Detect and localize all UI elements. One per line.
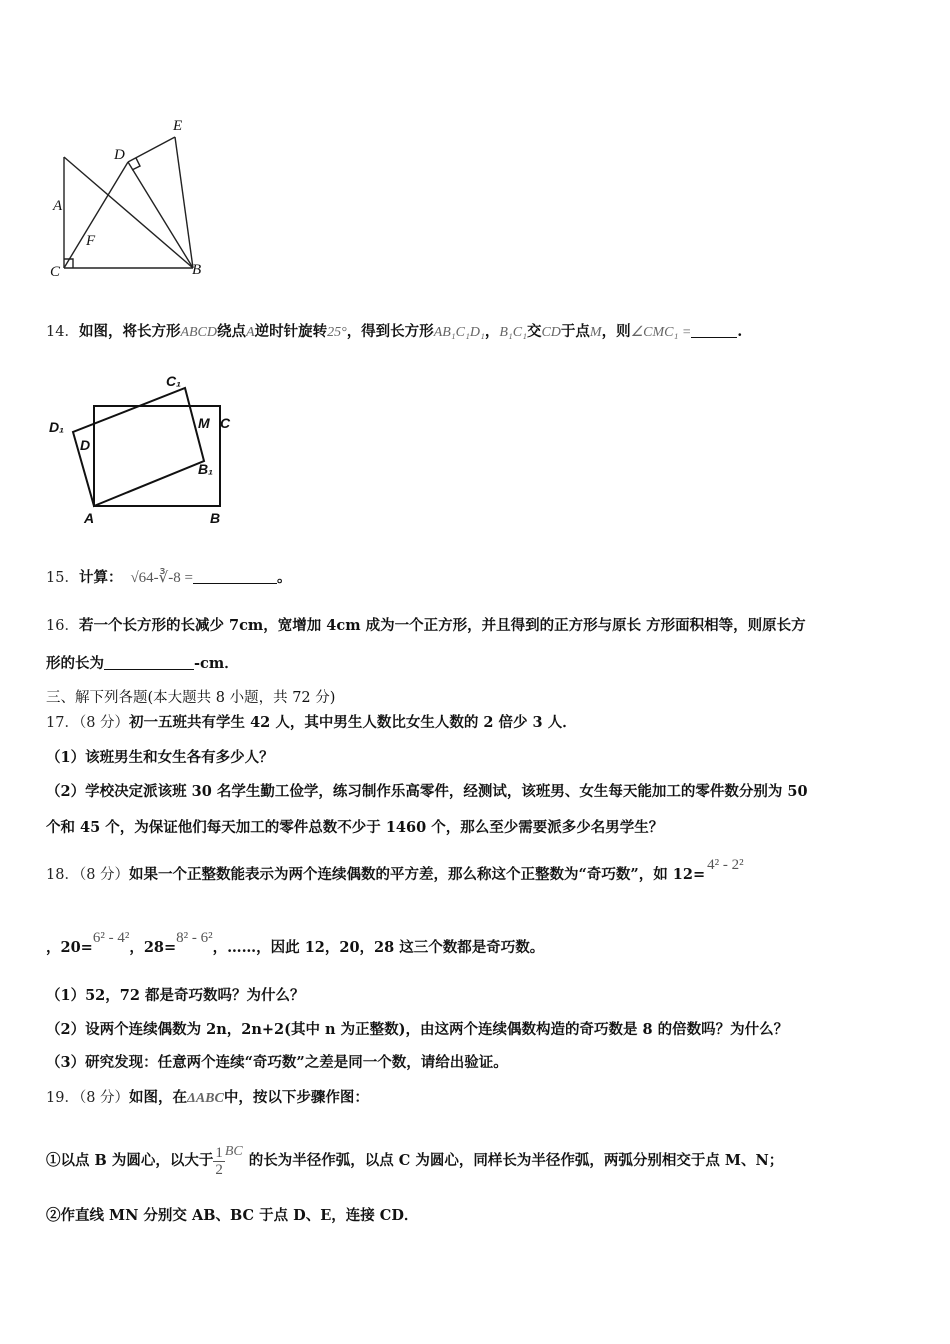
label-c: C [50, 264, 61, 280]
label-b1: B₁ [198, 461, 214, 477]
label-b: B [210, 510, 221, 526]
segment-DB [128, 162, 193, 268]
question-15: 15．计算： √64-∛-8 = 。 [46, 569, 292, 586]
question-18: 18．（8 分）如果一个正整数能表示为两个连续偶数的平方差，那么称这个正整数为“奇巧数”，如 12=4² - 2² [46, 857, 744, 883]
question-16-cont: 形的长为 -cm． [46, 655, 239, 672]
segment-CD [64, 162, 128, 268]
label-m: M [198, 415, 210, 431]
section-title: 三、解下列各题(本大题共 8 小题，共 72 分) [46, 690, 336, 706]
question-17: 17．（8 分）初一五班共有学生 42 人，其中男生人数比女生人数的 2 倍少 3 人． [46, 714, 577, 731]
question-14: 14．如图，将长方形ABCD绕点A逆时针旋转25°，得到长方形AB₁C₁D₁，B₁C₁交CD于点M，则∠CMC₁ = . [46, 323, 743, 340]
label-f: F [86, 233, 96, 249]
question-17-part-2: （2）学校决定派该班 30 名学生勤工俭学，练习制作乐高零件，经测试，该班男、女生每天能加工的零件数分别为 50 [46, 783, 808, 800]
label-e: E [173, 118, 183, 134]
fraction-half: $\frac{1}{2}$ [215, 1144, 223, 1178]
example-20: 6² - 4² [92, 930, 130, 946]
answer-blank [193, 569, 277, 584]
label-d1: D₁ [49, 419, 65, 435]
question-18-part-1: （1）52，72 都是奇巧数吗？为什么？ [46, 987, 305, 1004]
figure-rotated-rectangles [40, 368, 250, 530]
segment-EB [175, 137, 193, 268]
question-17-part-2-cont: 个和 45 个，为保证他们每天加工的零件总数不少于 1460 个，那么至少需要派多少名男学生？ [46, 819, 664, 836]
label-a: A [84, 510, 95, 526]
question-19-step-2: ②作直线 MN 分别交 AB、BC 于点 D、E，连接 CD． [46, 1207, 419, 1224]
example-12: 4² - 2² [707, 857, 744, 873]
question-18-part-2: （2）设两个连续偶数为 2n，2n+2(其中 n 为正整数)，由这两个连续偶数构造的奇巧数是 8 的倍数吗？为什么？ [46, 1021, 789, 1038]
answer-blank [691, 323, 737, 338]
example-28: 8² - 6² [176, 930, 213, 946]
label-c1: C₁ [166, 373, 182, 389]
question-number: 14． [46, 324, 79, 340]
label-a: A [53, 198, 63, 214]
label-d: D [114, 147, 125, 163]
segment-AB [64, 157, 193, 268]
label-b: B [192, 262, 202, 278]
segment-DE [128, 137, 175, 162]
answer-blank [104, 655, 194, 670]
question-18-examples: ，20=6² - 4²，28=8² - 6²，……，因此 12，20，28 这三个数都是奇巧数。 [46, 930, 545, 956]
question-18-part-3: （3）研究发现：任意两个连续“奇巧数”之差是同一个数，请给出验证。 [46, 1054, 508, 1071]
question-16: 16．若一个长方形的长减少 7cm，宽增加 4cm 成为一个正方形，并且得到的正方形与原长 方形面积相等，则原长方 [46, 617, 806, 634]
question-19-step-1: ①以点 B 为圆心，以大于 $\frac{1}{2}$ BC的长为半径作弧，以点 C 为圆心，同样长为半径作弧，两弧分别相交于点 M、N； [46, 1144, 784, 1178]
expression: √64-∛-8 = [130, 570, 193, 586]
label-c: C [220, 415, 231, 431]
figure-triangles [40, 110, 240, 290]
question-17-part-1: （1）该班男生和女生各有多少人？ [46, 749, 274, 766]
question-19: 19．（8 分）如图，在ΔABC中，按以下步骤作图： [46, 1089, 369, 1106]
label-d: D [80, 437, 91, 453]
